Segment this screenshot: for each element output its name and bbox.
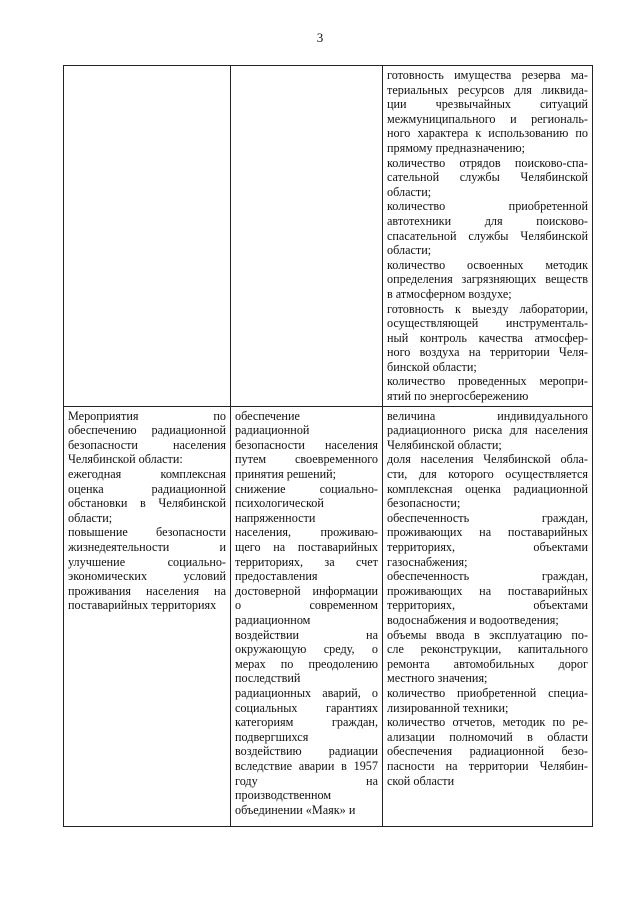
table-row (64, 66, 593, 407)
text-line: объемы ввода в эксплуатацию по- (387, 627, 588, 642)
text-line: количество отрядов поисково-спа- (387, 155, 588, 170)
page-number: 3 (316, 30, 324, 45)
text-line: проживающих на поставарийных (387, 525, 588, 540)
text-line: о современном (235, 598, 378, 613)
cell-measure (64, 406, 231, 826)
text-line: безопасности населения (235, 437, 378, 452)
text-line: спасательной службы Челябинской (387, 228, 588, 243)
text-line: определения загрязняющих веществ (387, 272, 588, 287)
text-line: автотехники для поисково- (387, 213, 588, 228)
text-line: количество отчетов, методик по ре- (387, 715, 588, 730)
text-line: в атмосферном воздухе; (387, 286, 512, 301)
text-line: обеспеченность граждан, (387, 510, 588, 525)
text-line: ализации полномочий в области (387, 729, 588, 744)
text-line: сле реконструкции, капитального (387, 642, 588, 657)
text-line: безопасности; (387, 496, 461, 511)
text-line: мерах по преодолению (235, 656, 378, 671)
text-line: радиационных аварий, о (235, 685, 378, 700)
text-line: населения, проживаю- (235, 525, 378, 540)
text-line: повышение безопасности (68, 525, 226, 540)
cell-indicators (383, 66, 593, 407)
text-line: ции чрезвычайных ситуаций (387, 97, 588, 112)
text-line: местного значения; (387, 671, 488, 686)
text-line: году на (235, 773, 378, 788)
text-line: области; (387, 184, 432, 199)
text-line: водоснабжения и водоотведения; (387, 612, 559, 627)
text-line: ежегодная комплексная (68, 467, 226, 482)
text-line: поставарийных территориях (68, 598, 217, 613)
text-line: ской области (387, 773, 455, 788)
text-line: количество освоенных методик (387, 257, 588, 272)
text-line: радиационной (235, 423, 310, 438)
text-line: обеспечения радиационной безо- (387, 744, 588, 759)
text-line: вследствие аварии в 1957 (235, 758, 378, 773)
text-line: щего на поставарийных (235, 540, 378, 554)
text-line: обеспеченность граждан, (387, 569, 588, 584)
text-line: величина индивидуального (387, 408, 588, 423)
text-line: ный контроль качества атмосфер- (387, 330, 588, 345)
text-line: напряженности (235, 510, 316, 525)
text-line: оценка радиационной (68, 481, 226, 496)
text-line: бинской области; (387, 359, 477, 374)
text-line: объединении «Маяк» и (235, 802, 356, 817)
text-line: Челябинской области: (68, 452, 183, 467)
text-line: последствий (235, 671, 301, 686)
text-line: обеспечению радиационной (68, 423, 226, 438)
text-line: обстановки в Челябинской (68, 496, 226, 511)
text-line: радиационного риска для населения (387, 423, 588, 438)
text-line: безопасности населения (68, 437, 226, 452)
text-line: улучшение социально- (68, 554, 226, 569)
text-line: области; (387, 243, 432, 258)
text-line: экономических условий (68, 569, 226, 584)
text-line: лизированной техники; (387, 700, 509, 715)
text-line: социальных гарантиях (235, 700, 378, 715)
text-line: территориях, за счет (235, 554, 378, 569)
text-line: пасности на территории Челябин- (387, 758, 588, 773)
text-line: межмуниципального и региональ- (387, 111, 588, 126)
cell-expected-results (231, 66, 383, 407)
text-line: готовность имущества резерва ма- (387, 68, 588, 82)
text-line: путем своевременного (235, 452, 378, 467)
text-line: проживания населения на (68, 583, 226, 598)
text-line: комплексная оценка радиационной (387, 481, 588, 496)
text-line: Мероприятия по (68, 408, 226, 423)
text-line: количество приобретенной (387, 199, 588, 214)
text-line: количество проведенных меропри- (387, 374, 588, 389)
text-line: териальных ресурсов для ликвида- (387, 82, 588, 97)
text-line: производственном (235, 788, 332, 803)
text-line: проживающих на поставарийных (387, 583, 588, 598)
text-line: доля населения Челябинской обла- (387, 452, 588, 467)
text-line: осуществляющей инструменталь- (387, 316, 588, 331)
text-line: воздействии на (235, 627, 378, 642)
text-line: территориях, объектами (387, 540, 588, 554)
table-row (64, 406, 593, 826)
cell-expected-results (231, 406, 383, 826)
program-table (63, 65, 593, 827)
text-line: Челябинской области; (387, 437, 502, 452)
text-line: психологической (235, 496, 324, 511)
text-line: области; (68, 510, 113, 525)
text-line: ремонта автомобильных дорог (387, 656, 588, 671)
text-line: жизнедеятельности и (68, 540, 226, 554)
text-line: сти, для которого осуществляется (387, 467, 588, 482)
text-line: воздействию радиации (235, 744, 378, 759)
text-line: снижение социально- (235, 481, 378, 496)
text-line: достоверной информации (235, 583, 378, 598)
text-line: предоставления (235, 569, 318, 584)
text-line: прямому предназначению; (387, 140, 525, 155)
text-line: обеспечение (235, 408, 300, 423)
text-line: количество приобретенной специа- (387, 685, 588, 700)
text-line: сательной службы Челябинской (387, 170, 588, 185)
text-line: ного характера к использованию по (387, 126, 588, 141)
cell-indicators (383, 406, 593, 826)
text-line: принятия решений; (235, 467, 337, 482)
text-line: территориях, объектами (387, 598, 588, 613)
text-line: ятий по энергосбережению (387, 389, 529, 404)
text-line: готовность к выезду лаборатории, (387, 301, 588, 316)
text-line: газоснабжения; (387, 554, 468, 569)
text-line: категориям граждан, (235, 715, 378, 730)
text-line: окружающую среду, о (235, 642, 378, 657)
text-line: ного воздуха на территории Челя- (387, 345, 588, 360)
text-line: подвергшихся (235, 729, 309, 744)
cell-measure (64, 66, 231, 407)
text-line: радиационном (235, 612, 311, 627)
